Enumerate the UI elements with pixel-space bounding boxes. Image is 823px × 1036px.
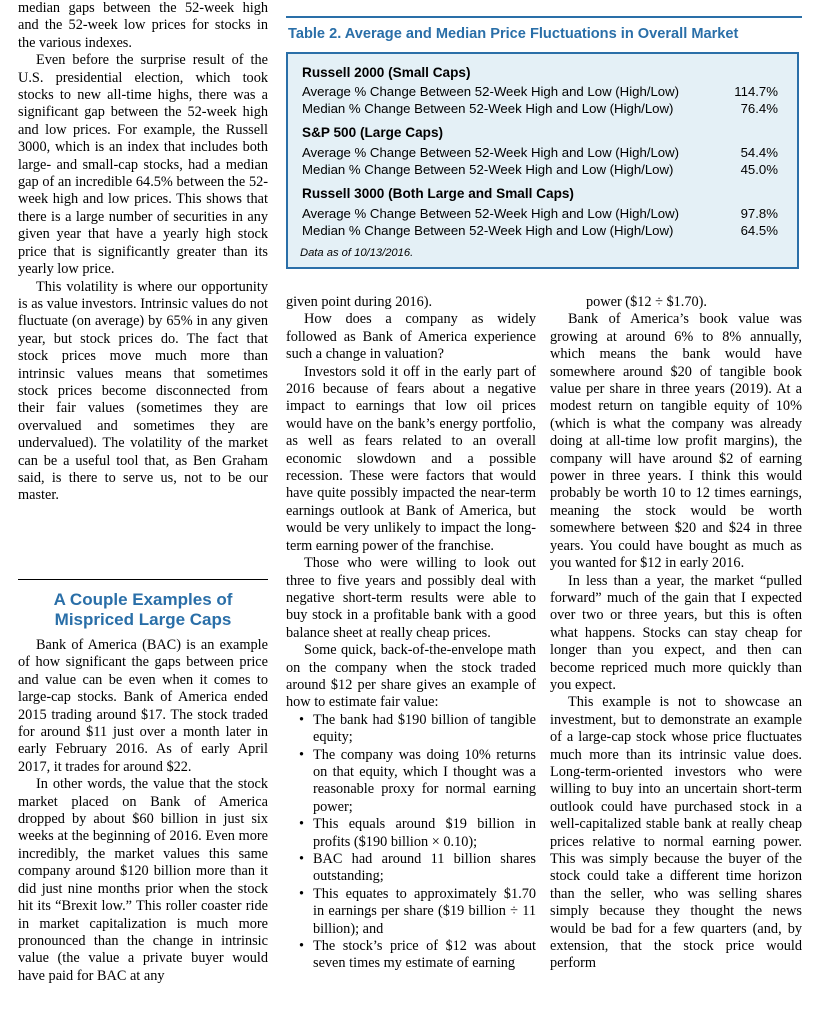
- row-label: Median % Change Between 52-Week High and Low (High/Low): [302, 162, 674, 177]
- table-note: Data as of 10/13/2016.: [300, 247, 414, 259]
- list-item: • The company was doing 10% returns on that equity, which I thought was a reasonable proxy for normal earning power;: [286, 747, 536, 817]
- table-group-title: Russell 3000 (Both Large and Small Caps): [302, 186, 574, 201]
- column-middle: [286, 294, 536, 973]
- bullet-list: [286, 712, 536, 973]
- table-row: [302, 162, 778, 177]
- paragraph: Some quick, back-of-the-envelope math on the company when the stock traded around $12 per share gives an example of how to estimate fair value:: [286, 642, 536, 711]
- list-item: • This equates to approximately $1.70 in earnings per share ($19 billion ÷ 11 billion); and: [286, 886, 536, 938]
- row-value: 54.4%: [740, 145, 778, 160]
- paragraph: In less than a year, the market “pulled forward” much of the gain that I expected over two or three years, but this is often what happens. Stocks can stay cheap for longer than you expect, and then can become repriced much more quickly than you expect.: [550, 572, 802, 693]
- paragraph: Even before the surprise result of the U.S. presidential election, which took stocks to new all-time highs, there was a significant gap between the 52-week high and low prices. For example, the Russell 3000, which is an index that includes both large- and small-cap stocks, had a median gap of an incredible 64.5% between the 52-week high and low prices. This shows that there is a large number of securities in any given year that have a yearly high stock price that is significantly greater than its yearly low price.: [18, 52, 268, 278]
- row-label: Median % Change Between 52-Week High and Low (High/Low): [302, 101, 674, 116]
- column-left: [18, 0, 268, 505]
- data-table: [286, 52, 799, 269]
- list-item: • The bank had $190 billion of tangible equity;: [286, 712, 536, 747]
- table-row: [302, 101, 778, 116]
- table-row: [302, 206, 778, 221]
- paragraph: power ($12 ÷ $1.70).: [586, 294, 708, 310]
- row-value: 76.4%: [740, 101, 778, 116]
- row-label: Average % Change Between 52-Week High and Low (High/Low): [302, 84, 680, 99]
- heading-line: A Couple Examples of: [53, 590, 233, 609]
- table-group-title: Russell 2000 (Small Caps): [302, 65, 471, 80]
- row-label: Median % Change Between 52-Week High and Low (High/Low): [302, 223, 674, 238]
- column-left-lower: [18, 637, 268, 985]
- paragraph: This volatility is where our opportunity is as value investors. Intrinsic values do not fluctuate (on average) by 65% in any given year, but stock prices do. The fact that stock prices move much more than intrinsic values means that sometimes stock prices become disconnected from their fair values (sometimes they are overvalued and sometimes they are undervalued). The volatility of the market can be a useful tool that, as Ben Graham said, is there to serve us, not to be our master.: [18, 278, 268, 504]
- table-row: [302, 145, 778, 160]
- paragraph: Investors sold it off in the early part of 2016 because of fears about a negative impact to earnings that low oil prices would have on the bank’s energy portfolio, as well as fears related to an overall economic slowdown and a possible recession. These were factors that would have quite possibly impacted the near-term earnings outlook at Bank of America, but would be very unlikely to impact the long-term earning power of the franchise.: [286, 363, 536, 554]
- paragraph: given point during 2016).: [286, 294, 433, 310]
- paragraph: Bank of America (BAC) is an example of how significant the gaps between price and value can be even when it comes to large-cap stocks. Bank of America ended 2015 trading around $17. The stock traded for around $11 just over a month later in early February 2016. As of early April 2017, it trades for around $22.: [18, 637, 268, 775]
- list-item: • This equals around $19 billion in profits ($190 billion × 0.10);: [286, 816, 536, 851]
- paragraph: median gaps between the 52-week high and the 52-week low prices for stocks in the various indexes.: [18, 0, 268, 51]
- section-divider: [18, 579, 268, 580]
- row-value: 45.0%: [740, 162, 778, 177]
- row-value: 114.7%: [734, 84, 778, 99]
- table-top-rule: [286, 16, 802, 18]
- table-title: Table 2. Average and Median Price Fluctuations in Overall Market: [288, 26, 739, 42]
- list-item: • The stock’s price of $12 was about seven times my estimate of earning: [286, 938, 536, 973]
- table-row: [302, 223, 778, 238]
- list-item: • BAC had around 11 billion shares outstanding;: [286, 851, 536, 886]
- row-value: 64.5%: [740, 223, 778, 238]
- row-label: Average % Change Between 52-Week High and Low (High/Low): [302, 206, 680, 221]
- paragraph: How does a company as widely followed as Bank of America experience such a change in valuation?: [286, 311, 536, 363]
- heading-line: Mispriced Large Caps: [54, 610, 232, 629]
- paragraph: Those who were willing to look out three to five years and possibly deal with negative short-term results were able to buy stock in a profitable bank with a good balance sheet at really cheap prices.: [286, 555, 536, 641]
- section-heading: [18, 590, 268, 630]
- column-right: [550, 294, 802, 973]
- row-label: Average % Change Between 52-Week High and Low (High/Low): [302, 145, 680, 160]
- paragraph: Bank of America’s book value was growing at around 6% to 8% annually, which means the bank would have somewhere around $20 of tangible book value per share in three years (2019). At a modest return on tangible equity of 10% (which is what the company was already doing at all-time low profit margins), the company will have around $2 of earning power in three years. I think this would probably be worth 10 to 12 times earnings, meaning the stock would be worth somewhere between $20 and $24 in three years. You could have bought as much as you wanted for $12 in early 2016.: [550, 311, 802, 572]
- paragraph: This example is not to showcase an investment, but to demonstrate an example of a large-cap stock whose price fluctuates much more than its intrinsic value does. Long-term-oriented investors who were willing to buy into an uncertain short-term outlook could have purchased stock in a well-capitalized stable bank at really cheap prices relative to normal earning power. This was simply because the buyer of the stock could take a different time horizon than the seller, who was selling shares simply because they thought the news would be bad for a few quarters (and, by extension, that the stock price would perform: [550, 694, 802, 972]
- row-value: 97.8%: [740, 206, 778, 221]
- table-group-title: S&P 500 (Large Caps): [302, 125, 444, 140]
- table-row: [302, 84, 778, 99]
- paragraph: In other words, the value that the stock market placed on Bank of America dropped by about $60 billion in just six weeks at the beginning of 2016. Even more incredibly, the market values this same company around $120 billion more than it did just nine months prior when the stock hit its “Brexit low.” This roller coaster ride in market capitalization is much more pronounced than the change in intrinsic value (the value a private buyer would have paid for BAC at any: [18, 776, 268, 984]
